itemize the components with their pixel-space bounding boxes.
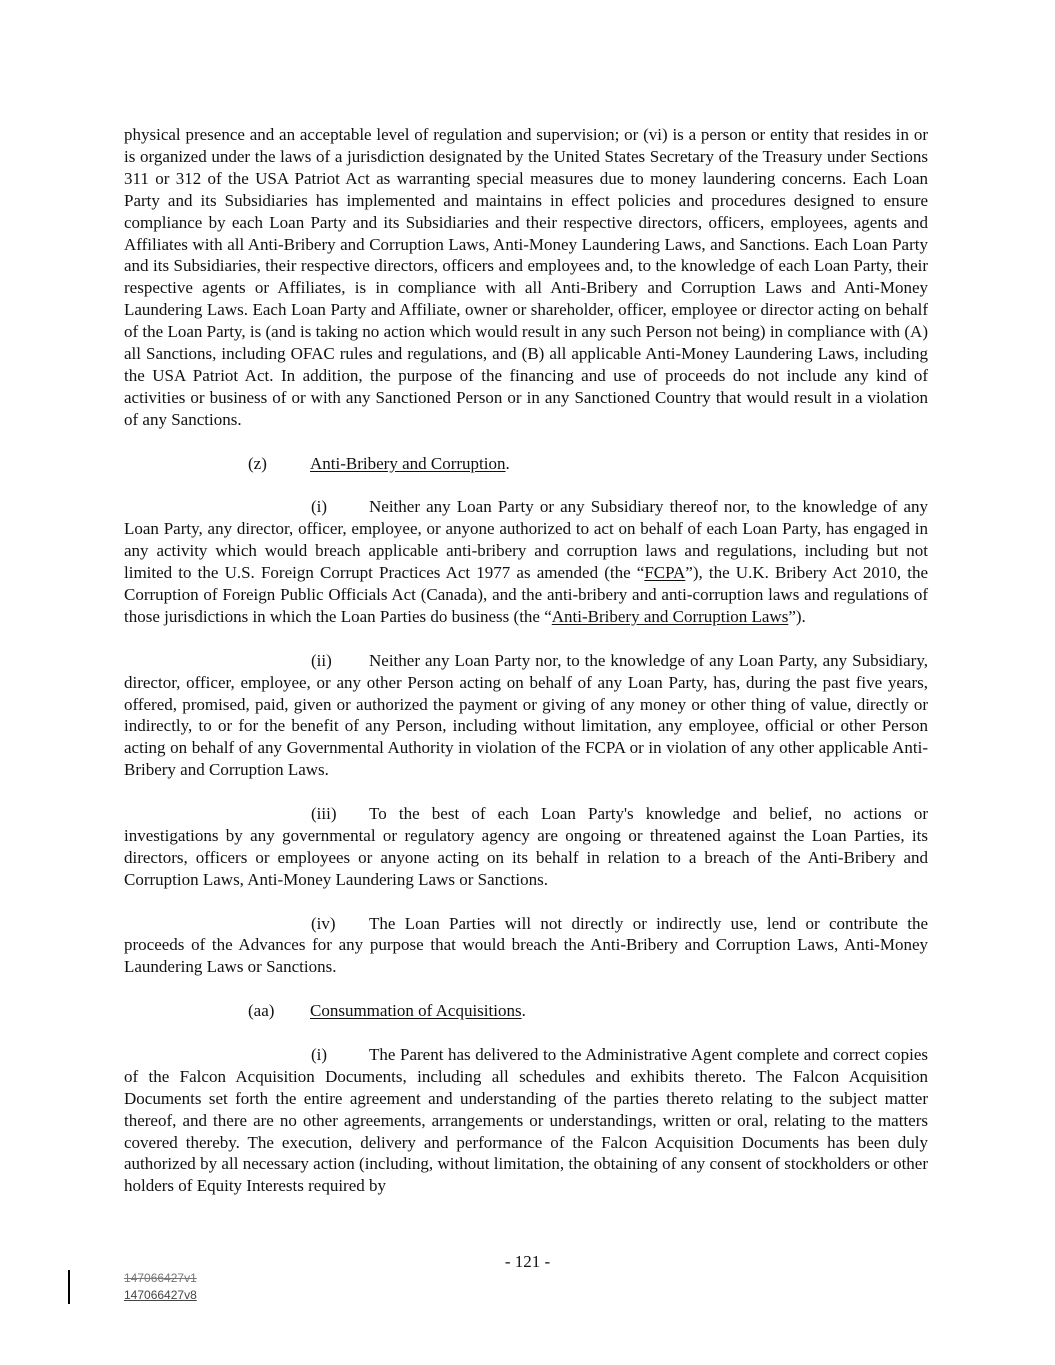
clause-aa-i <box>124 1044 928 1197</box>
spacer <box>124 978 928 1000</box>
clause-number: (iv) <box>311 913 336 933</box>
document-id-current: 147066427v8 <box>124 1288 197 1302</box>
section-title: Anti-Bribery and Corruption <box>310 453 506 473</box>
clause-text: ”), the U.K. Bribery Act 2010, the Corruption of Foreign Public Officials Act (Canada), and the anti-bribery and anti-corruption laws and regulations of those jurisdictions in which the Loan Parties do business (the “ <box>124 563 928 626</box>
clause-number: (i) <box>311 1044 328 1064</box>
clause-z-iv <box>124 913 928 979</box>
clause-number: (i) <box>311 497 328 517</box>
section-title-period: . <box>521 1001 526 1021</box>
continued-paragraph: physical presence and an acceptable level of regulation and supervision; or (vi) is a person or entity that resides in or is organized under the laws of a jurisdiction designated by the United States Secretary of the Treasury under Sections 311 or 312 of the USA Patriot Act as warranting special measures due to money laundering concerns. Each Loan Party and its Subsidiaries has implemented and maintains in effect policies and procedures designed to ensure compliance by each Loan Party and its Subsidiaries and their respective directors, officers, employees, agents and Affiliates with all Anti-Bribery and Corruption Laws, Anti-Money Laundering Laws, and Sanctions. Each Loan Party and its Subsidiaries, their respective directors, officers and employees and, to the knowledge of each Loan Party, their respective agents or Affiliates, is in compliance with all Anti-Bribery and Corruption Laws and Anti-Money Laundering Laws. Each Loan Party and Affiliate, owner or shareholder, officer, employee or director acting on behalf of the Loan Party, is (and is taking no action which would result in any such Person not being) in compliance with (A) all Sanctions, including OFAC rules and regulations, and (B) all applicable Anti-Money Laundering Laws, including the USA Patriot Act. In addition, the purpose of the financing and use of proceeds do not include any kind of activities or business of or with any Sanctioned Person or in any Sanctioned Country that would result in a violation of any Sanctions. <box>124 125 928 429</box>
section-number: (z) <box>248 453 267 473</box>
section-title: Consummation of Acquisitions <box>310 1001 522 1021</box>
section-title-period: . <box>505 453 510 473</box>
spacer <box>124 1022 928 1044</box>
revision-bar <box>68 1270 70 1304</box>
clause-number: (ii) <box>311 650 332 670</box>
clause-text: To the best of each Loan Party's knowledge and belief, no actions or investigations by any governmental or regulatory agency are ongoing or threatened against the Loan Parties, its directors, officers or employees or anyone acting on its behalf in relation to a breach of the Anti-Bribery and Corruption Laws, Anti-Money Laundering Laws or Sanctions. <box>124 804 928 889</box>
clause-text: The Loan Parties will not directly or indirectly use, lend or contribute the proceeds of the Advances for any purpose that would breach the Anti-Bribery and Corruption Laws, Anti-Money Laundering Laws or Sanctions. <box>124 913 928 977</box>
spacer <box>124 891 928 913</box>
clause-z-i <box>124 496 928 627</box>
section-heading-aa <box>124 1000 928 1022</box>
defined-term-abc-laws: Anti-Bribery and Corruption Laws <box>551 606 789 626</box>
section-number: (aa) <box>248 1001 275 1021</box>
clause-text: The Parent has delivered to the Administrative Agent complete and correct copies of the Falcon Acquisition Documents, including all schedules and exhibits thereto. The Falcon Acquisition Documents set forth the entire agreement and understanding of the parties thereto relating to the subject matter thereof, and there are no other agreements, arrangements or understandings, written or oral, relating to the matters covered thereby. The execution, delivery and performance of the Falcon Acquisition Documents has been duly authorized by all necessary action (including, without limitation, the obtaining of any consent of stockholders or other holders of Equity Interests required by <box>124 1044 928 1196</box>
clause-text: Neither any Loan Party nor, to the knowledge of any Loan Party, any Subsidiary, director, officer, employee, or any other Person acting on behalf of any Loan Party, has, during the past five years, offered, promised, paid, given or authorized the payment or giving of any money or other thing of value, directly or indirectly, to or for the benefit of any Person, including without limitation, any employee, official or other Person acting on behalf of any Governmental Authority in violation of the FCPA or in violation of any other applicable Anti-Bribery and Corruption Laws. <box>124 650 928 780</box>
clause-z-ii <box>124 650 928 781</box>
spacer <box>124 431 928 453</box>
clause-number: (iii) <box>311 804 337 824</box>
clause-z-iii <box>124 803 928 891</box>
clause-text: Neither any Loan Party or any Subsidiary thereof nor, to the knowledge of any Loan Party, any director, officer, employee, or anyone authorized to act on behalf of each Loan Party, has engaged in any activity which would breach applicable anti-bribery and corruption laws and regulations, including but not limited to the U.S. Foreign Corrupt Practices Act 1977 as amended (the “ <box>124 497 928 583</box>
document-id-previous: 147066427v1 <box>124 1271 197 1285</box>
spacer <box>124 474 928 496</box>
spacer <box>124 781 928 803</box>
page-number: - 121 - <box>504 1252 551 1271</box>
clause-text: ”). <box>788 606 806 626</box>
defined-term-fcpa: FCPA <box>644 563 686 583</box>
section-heading-z <box>124 453 928 475</box>
spacer <box>124 628 928 650</box>
document-body <box>124 124 928 1197</box>
